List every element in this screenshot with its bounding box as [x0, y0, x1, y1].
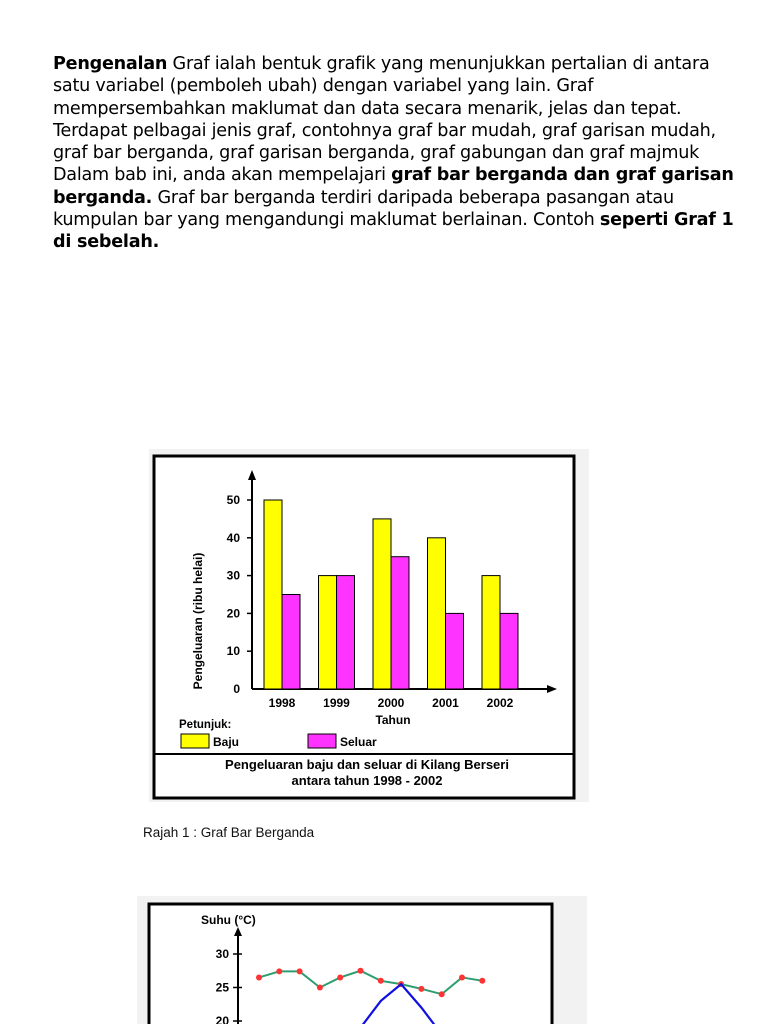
intro-paragraph-2 [53, 164, 743, 253]
temperature-point [256, 974, 262, 980]
bar-baju-1998 [264, 500, 282, 689]
legend-swatch-baju [181, 734, 209, 748]
temperature-point [479, 978, 485, 984]
line-chart-svg [137, 896, 587, 1024]
bar-chart-figure [149, 449, 589, 802]
intro-p2-bold-b: graf bar berganda dan graf garisan berganda. [53, 165, 734, 208]
bar-seluar-2002 [500, 613, 518, 689]
x-axis-label: Tahun [375, 713, 411, 727]
bar-chart-svg [149, 449, 589, 802]
chart-title-line-2: antara tahun 1998 - 2002 [291, 773, 443, 788]
temperature-point [459, 974, 465, 980]
legend-label-seluar: Seluar [340, 735, 377, 749]
legend-title: Petunjuk: [179, 719, 232, 731]
y-tick-label: 30 [226, 568, 240, 583]
bar-baju-2001 [428, 538, 446, 689]
y-tick-label: 10 [226, 644, 240, 659]
intro-heading: Pengenalan [53, 54, 168, 74]
x-tick-label: 2002 [486, 696, 514, 710]
temperature-point [276, 968, 282, 974]
legend-label-baju: Baju [213, 735, 240, 749]
bar-seluar-1998 [282, 595, 300, 690]
bar-baju-1999 [319, 576, 337, 689]
temperature-point [337, 974, 343, 980]
figure-caption: Rajah 1 : Graf Bar Berganda [143, 825, 315, 840]
line-y-tick-label: 25 [215, 980, 229, 995]
bar-seluar-1999 [337, 576, 355, 689]
x-tick-label: 1998 [268, 696, 296, 710]
intro-p2-bold-d: seperti Graf 1 di sebelah. [53, 210, 734, 253]
y-tick-label: 50 [226, 493, 240, 507]
intro-paragraph-1-text: Graf ialah bentuk grafik yang menunjukkan pertalian di antara satu variabel (pemboleh ubah) dengan variabel yang lain. Graf mempersembahkan maklumat dan data secara menarik, jelas dan tepat. Terdapat pelbagai jenis graf, contohnya graf bar mudah, graf garisan mudah, graf bar berganda, graf garisan berganda, graf gabungan dan graf majmuk [53, 54, 716, 164]
temperature-point [378, 978, 384, 984]
legend-swatch-seluar [308, 734, 336, 748]
line-chart-figure [137, 896, 587, 1024]
y-tick-label: 40 [226, 530, 240, 545]
y-tick-label: 20 [226, 606, 240, 621]
bar-seluar-2000 [391, 557, 409, 689]
line-y-tick-label: 30 [215, 947, 229, 961]
temperature-point [297, 968, 303, 974]
bar-seluar-2001 [446, 613, 464, 689]
intro-text [53, 53, 743, 254]
y-tick-label: 0 [233, 682, 240, 696]
x-tick-label: 2000 [377, 696, 405, 710]
y-axis-label: Pengeluaran (ribu helai) [191, 552, 205, 690]
temperature-point [418, 986, 424, 992]
bar-baju-2000 [373, 519, 391, 689]
intro-paragraph-1 [53, 53, 743, 164]
temperature-point [358, 968, 364, 974]
temperature-point [317, 985, 323, 991]
bar-baju-2002 [482, 576, 500, 689]
intro-p2-text-a: Dalam bab ini, anda akan mempelajari [53, 165, 392, 186]
line-y-axis-label: Suhu (°C) [201, 913, 256, 927]
chart-title-line-1: Pengeluaran baju dan seluar di Kilang Berseri [225, 757, 509, 772]
temperature-point [439, 991, 445, 997]
intro-p2-text-c: Graf bar berganda terdiri daripada beberapa pasangan atau kumpulan bar yang mengandungi maklumat berlainan. Contoh [53, 187, 674, 231]
x-tick-label: 2001 [432, 696, 459, 710]
x-tick-label: 1999 [323, 696, 350, 710]
line-y-tick-label: 20 [215, 1014, 229, 1024]
